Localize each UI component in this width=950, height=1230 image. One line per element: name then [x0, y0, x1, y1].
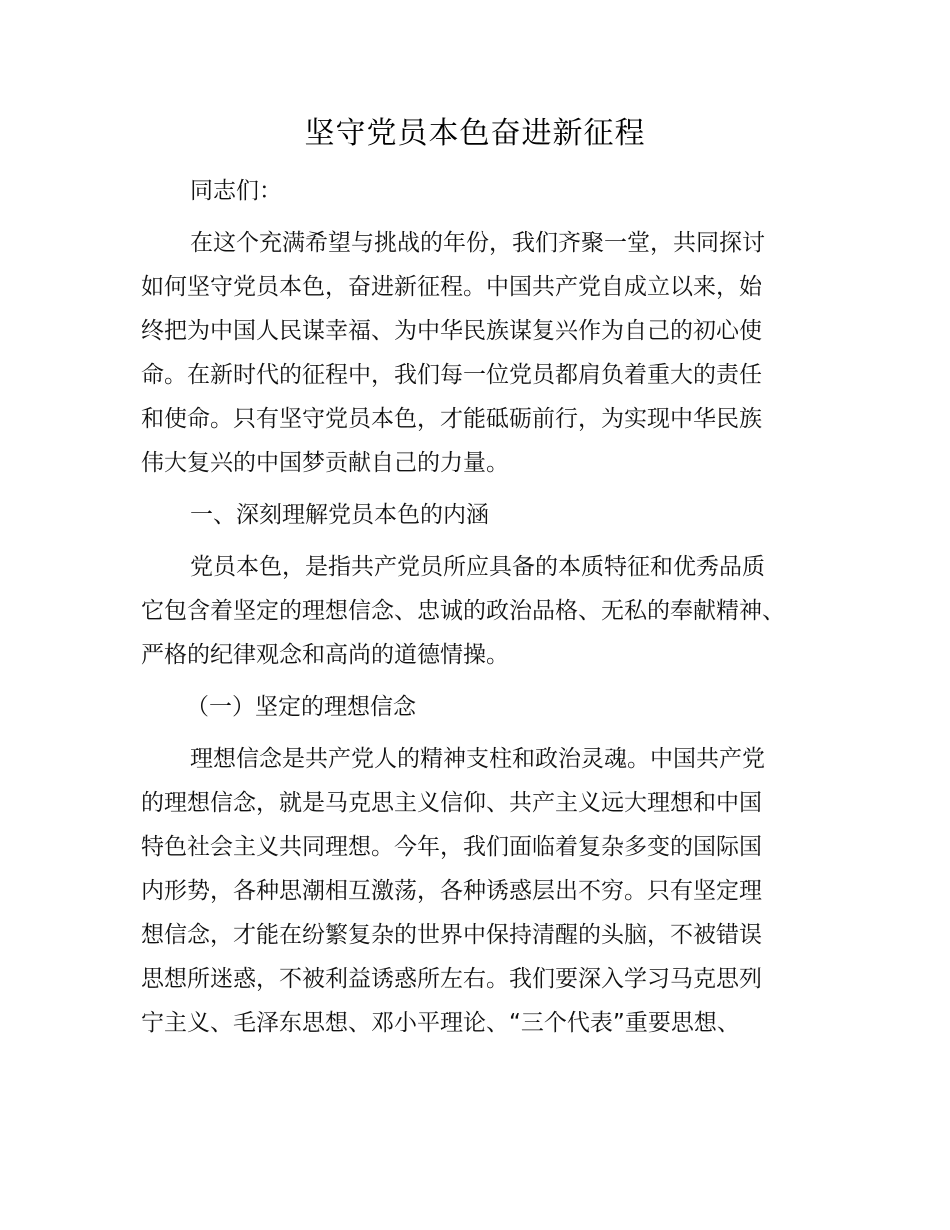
paragraph-line: 如何坚守党员本色，奋进新征程。中国共产党自成立以来，始	[141, 274, 762, 300]
paragraph-line: 和使命。只有坚守党员本色，才能砥砺前行，为实现中华民族	[141, 406, 762, 432]
page-title: 坚守党员本色奋进新征程	[304, 116, 646, 151]
paragraph-line: 它包含着坚定的理想信念、忠诚的政治品格、无私的奉献精神、	[141, 598, 785, 624]
paragraph-line: 理想信念是共产党人的精神支柱和政治灵魂。中国共产党	[190, 746, 765, 772]
paragraph-line: 宁主义、毛泽东思想、邓小平理论、“三个代表”重要思想、	[141, 1010, 740, 1036]
paragraph-line: 的理想信念，就是马克思主义信仰、共产主义远大理想和中国	[141, 790, 762, 816]
paragraph-line: 严格的纪律观念和高尚的道德情操。	[141, 642, 509, 668]
paragraph-line: 内形势，各种思潮相互激荡，各种诱惑层出不穷。只有坚定理	[141, 878, 762, 904]
paragraph-line: 党员本色，是指共产党员所应具备的本质特征和优秀品质	[190, 554, 765, 580]
paragraph-line: 思想所迷惑，不被利益诱惑所左右。我们要深入学习马克思列	[141, 966, 762, 992]
paragraph-line: 特色社会主义共同理想。今年，我们面临着复杂多变的国际国	[141, 834, 762, 860]
salutation: 同志们：	[190, 178, 282, 204]
paragraph-line: 命。在新时代的征程中，我们每一位党员都肩负着重大的责任	[141, 362, 762, 388]
paragraph-line: 伟大复兴的中国梦贡献自己的力量。	[141, 450, 509, 476]
paragraph-line: 在这个充满希望与挑战的年份，我们齐聚一堂，共同探讨	[190, 230, 765, 256]
paragraph-line: 终把为中国人民谋幸福、为中华民族谋复兴作为自己的初心使	[141, 318, 762, 344]
paragraph-line: 想信念，才能在纷繁复杂的世界中保持清醒的头脑，不被错误	[141, 922, 762, 948]
section-heading-1: 一、深刻理解党员本色的内涵	[190, 502, 489, 528]
subsection-heading-1: （一）坚定的理想信念	[186, 694, 416, 720]
